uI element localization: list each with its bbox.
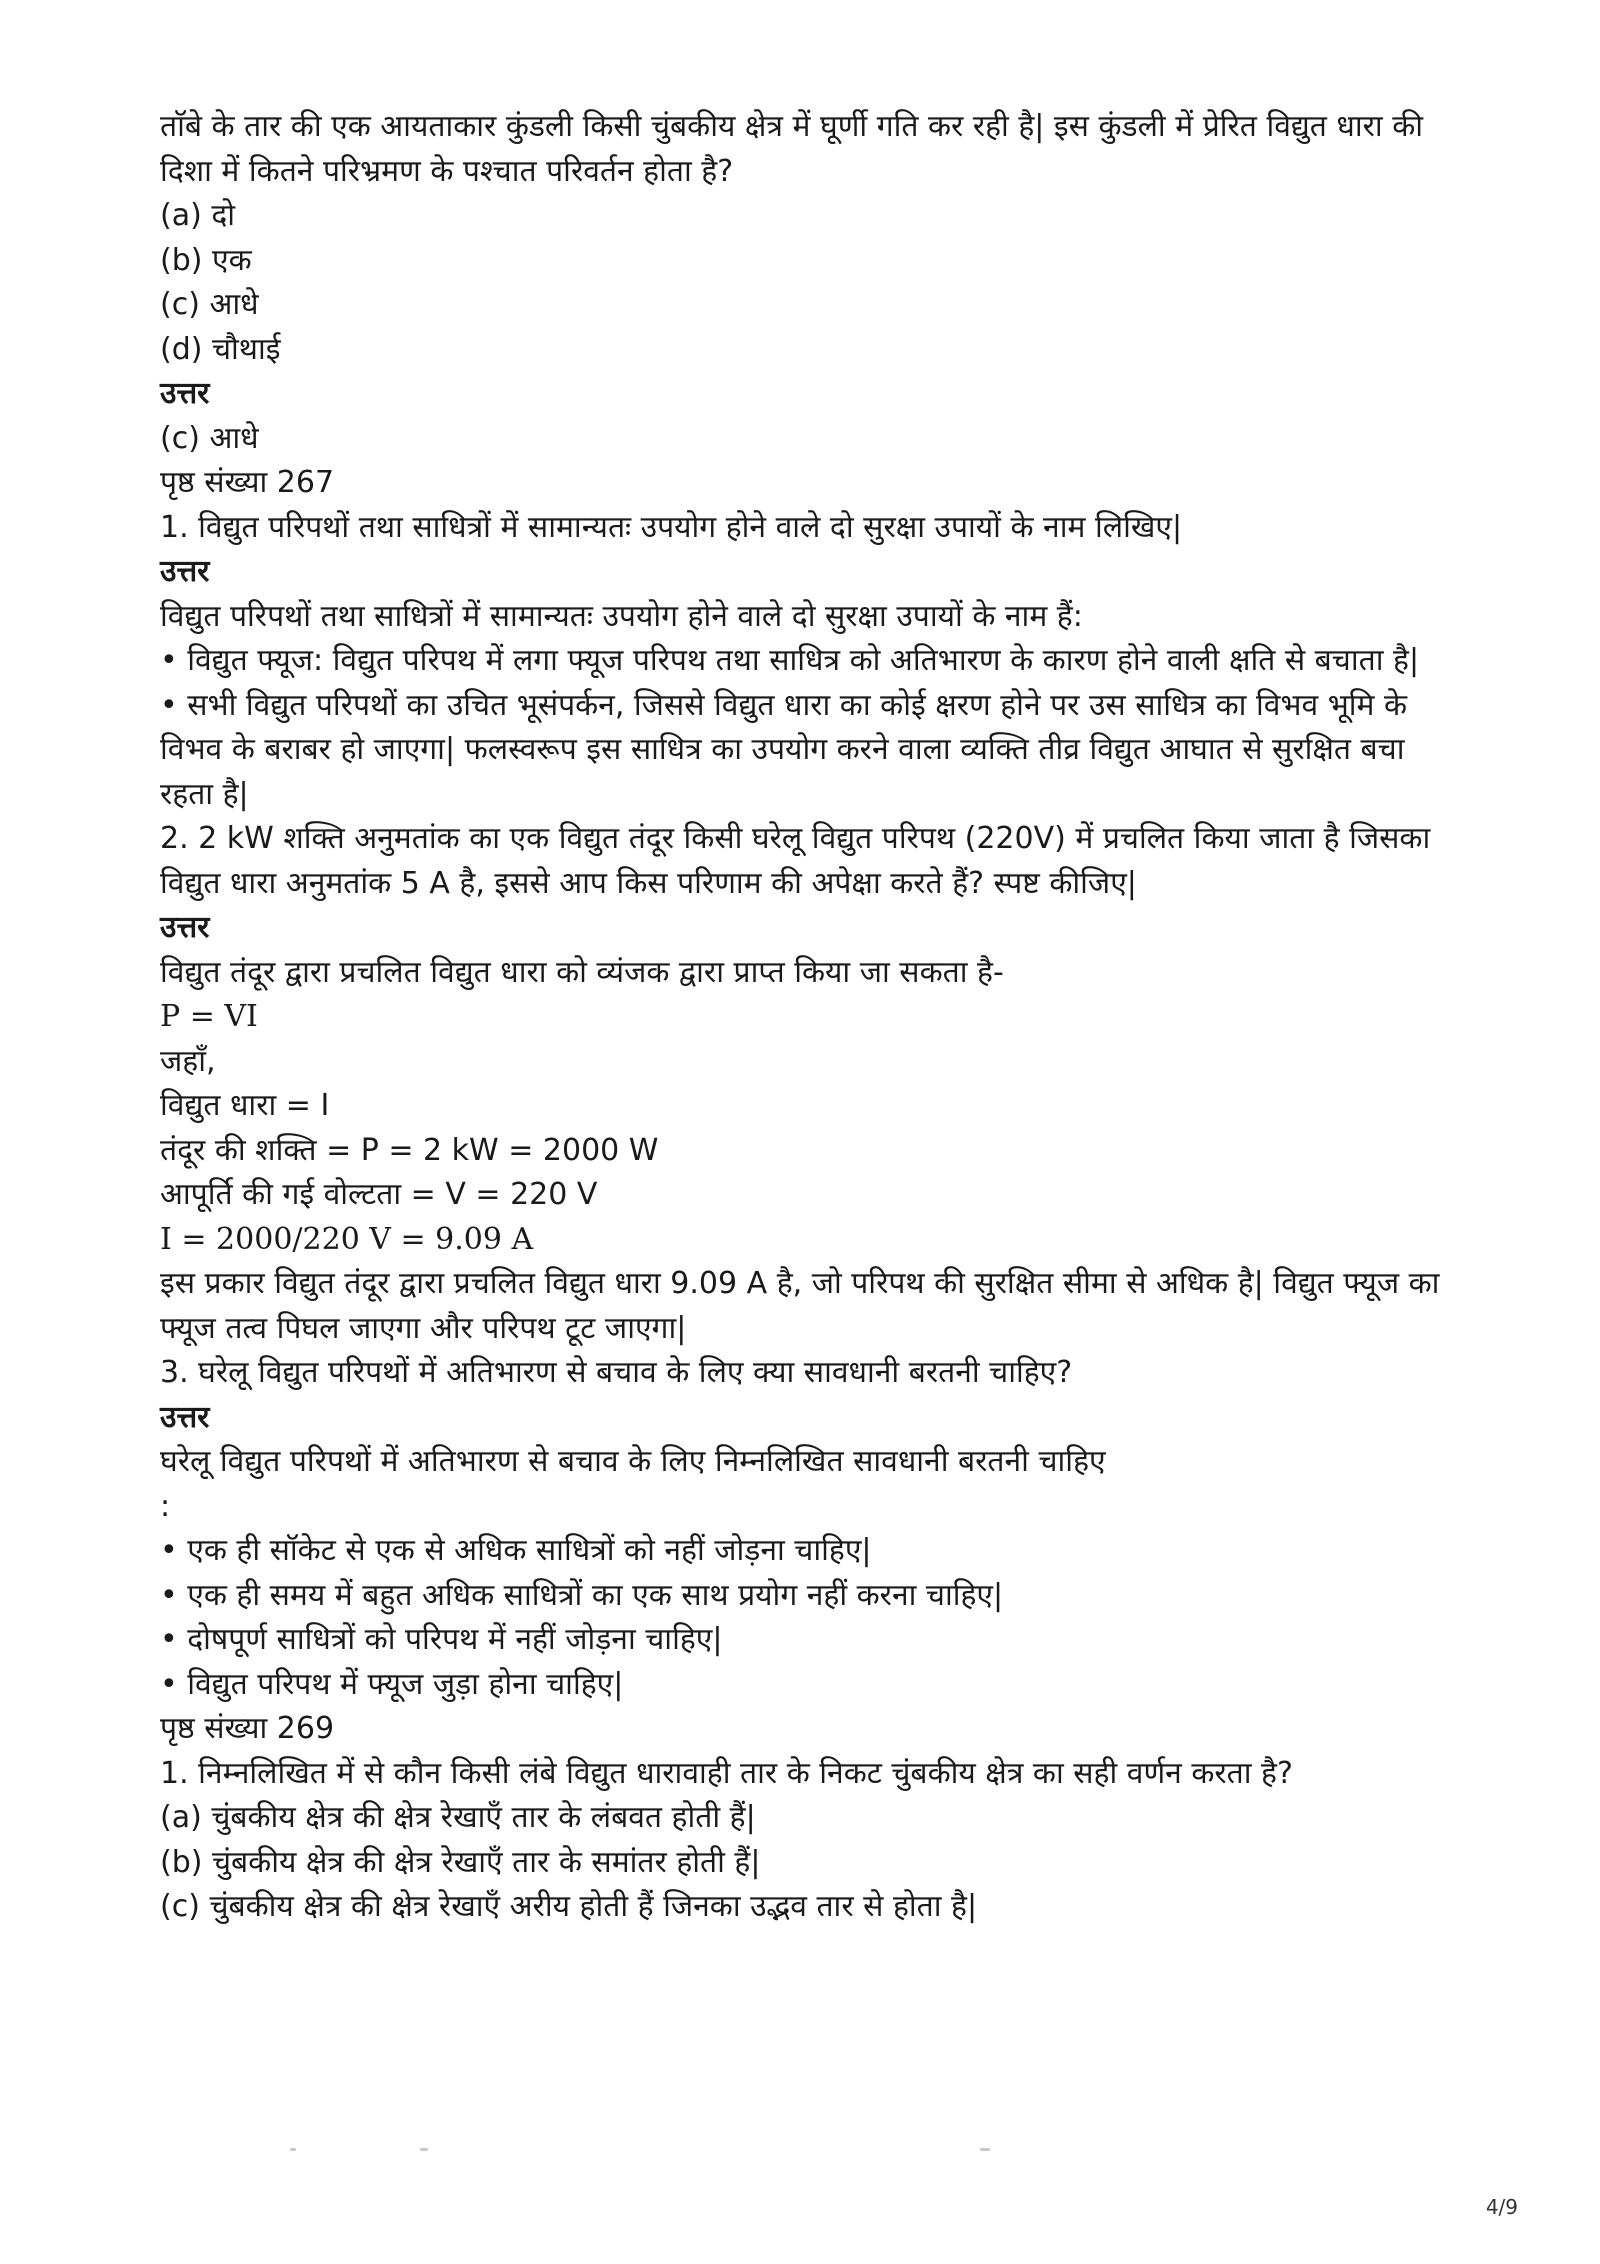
answer-text: तंदूर की शक्ति = P = 2 kW = 2000 W <box>160 1132 659 1168</box>
answer-heading: उत्तर <box>160 910 210 945</box>
answer-text: जहाँ, <box>160 1043 216 1079</box>
answer-heading: उत्तर <box>160 1399 210 1435</box>
question-text: 1. विद्युत परिपथों तथा साधित्रों में सामान्यतः उपयोग होने वाले दो सुरक्षा उपायों के नाम लिखिए| <box>160 509 1183 545</box>
question-text: 2. 2 kW शक्ति अनुमतांक का एक विद्युत तंदूर किसी घरेलू विद्युत परिपथ (220V) में प्रचलित किया जाता है जिसका विद्युत धारा अनुमतांक 5 A है, इससे आप किस परिणाम की अपेक्षा करते हैं? स्पष्ट कीजिए| <box>160 821 1431 901</box>
answer-heading: उत्तर <box>160 376 210 411</box>
formula-line: P = VI <box>160 999 258 1034</box>
bullet-item: • एक ही सॉकेट से एक से अधिक साधित्रों को नहीं जोड़ना चाहिए| <box>160 1533 872 1568</box>
option-d: (d) चौथाई <box>160 331 281 367</box>
page-number: 4/9 <box>1485 2195 1518 2219</box>
bullet-item: • विद्युत फ्यूज: विद्युत परिपथ में लगा फ्यूज परिपथ तथा साधित्र को अतिभारण के कारण होने वाली क्षति से बचाता है| <box>160 643 1420 678</box>
bullet-item: • दोषपूर्ण साधित्रों को परिपथ में नहीं जोड़ना चाहिए| <box>160 1622 723 1657</box>
answer-text: इस प्रकार विद्युत तंदूर द्वारा प्रचलित विद्युत धारा 9.09 A है, जो परिपथ की सुरक्षित सीमा से अधिक है| विद्युत फ्यूज का फ्यूज तत्व पिघल जाएगा और परिपथ टूट जाएगा| <box>160 1266 1440 1346</box>
option-c: (c) चुंबकीय क्षेत्र की क्षेत्र रेखाएँ अरीय होती हैं जिनका उद्भव तार से होता है| <box>160 1889 978 1924</box>
option-a: (a) चुंबकीय क्षेत्र की क्षेत्र रेखाएँ तार के लंबवत होती हैं| <box>160 1800 756 1835</box>
answer-text: : <box>160 1488 171 1524</box>
cropped-text-remnant <box>980 2148 990 2151</box>
answer-text: विद्युत धारा = I <box>160 1088 330 1123</box>
question-text: ताॅबे के तार की एक आयताकार कुंडली किसी चुंबकीय क्षेत्र में घूर्णी गति कर रही है| इस कुंडली में प्रेरित विद्युत धारा की दिशा में कितने परिभ्रमण के पश्चात परिवर्तन होता है? <box>160 109 1424 189</box>
page-reference: पृष्ठ संख्या 267 <box>160 465 335 500</box>
answer-text: आपूर्ति की गई वोल्टता = V = 220 V <box>160 1177 598 1212</box>
option-b: (b) चुंबकीय क्षेत्र की क्षेत्र रेखाएँ तार के समांतर होती हैं| <box>160 1844 761 1880</box>
answer-text: घरेलू विद्युत परिपथों में अतिभारण से बचाव के लिए निम्नलिखित सावधानी बरतनी चाहिए <box>160 1444 1106 1479</box>
formula-line: I = 2000/220 V = 9.09 A <box>160 1221 534 1257</box>
bullet-item: • सभी विद्युत परिपथों का उचित भूसंपर्कन, जिससे विद्युत धारा का कोई क्षरण होने पर उस साधित्र का विभव भूमि के विभव के बराबर हो जाएगा| फलस्वरूप इस साधित्र का उपयोग करने वाला व्यक्ति तीव्र विद्युत आघात से सुरक्षित बचा रहता है| <box>160 687 1408 812</box>
option-a: (a) दो <box>160 198 236 233</box>
document-body <box>160 105 1460 1930</box>
cropped-text-remnant <box>290 2148 296 2151</box>
question-text: 1. निम्नलिखित में से कौन किसी लंबे विद्युत धारावाही तार के निकट चुंबकीय क्षेत्र का सही वर्णन करता है? <box>160 1755 1293 1791</box>
option-c: (c) आधे <box>160 287 259 322</box>
cropped-text-remnant <box>420 2148 428 2151</box>
answer-text: विद्युत परिपथों तथा साधित्रों में सामान्यतः उपयोग होने वाले दो सुरक्षा उपायों के नाम हैं: <box>160 598 1083 634</box>
answer-heading: उत्तर <box>160 554 210 589</box>
page-reference: पृष्ठ संख्या 269 <box>160 1711 335 1746</box>
answer-text: (c) आधे <box>160 420 259 456</box>
bullet-item: • एक ही समय में बहुत अधिक साधित्रों का एक साथ प्रयोग नहीं करना चाहिए| <box>160 1577 1004 1613</box>
question-text: 3. घरेलू विद्युत परिपथों में अतिभारण से बचाव के लिए क्या सावधानी बरतनी चाहिए? <box>160 1355 1073 1390</box>
option-b: (b) एक <box>160 242 252 278</box>
bullet-item: • विद्युत परिपथ में फ्यूज जुड़ा होना चाहिए| <box>160 1666 624 1702</box>
answer-text: विद्युत तंदूर द्वारा प्रचलित विद्युत धारा को व्यंजक द्वारा प्राप्त किया जा सकता है- <box>160 954 1004 990</box>
